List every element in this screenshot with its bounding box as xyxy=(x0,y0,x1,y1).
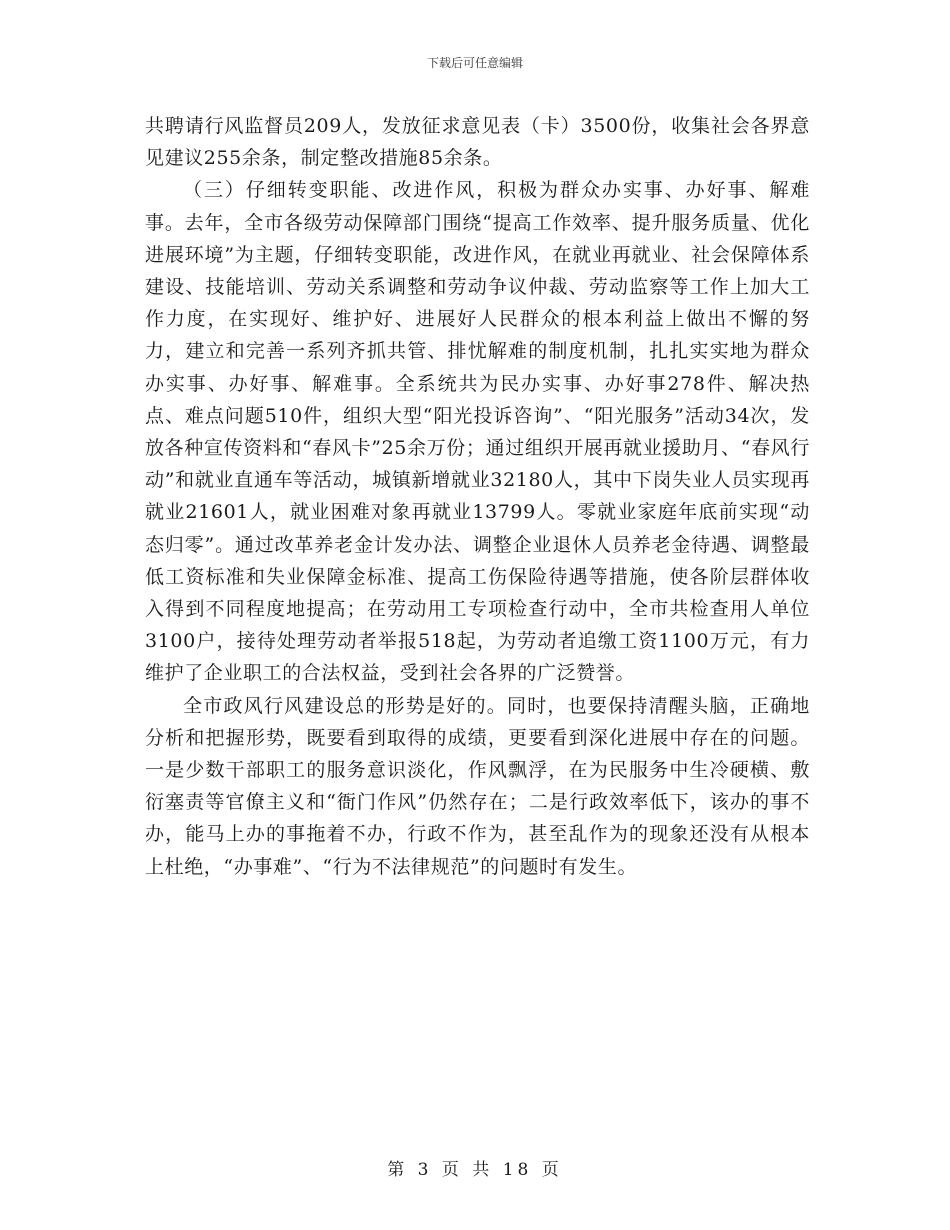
paragraph-3: 全市政风行风建设总的形势是好的。同时，也要保持清醒头脑，正确地分析和把握形势，既要看到取得的成绩，更要看到深化进展中存在的问题。一是少数干部职工的服务意识淡化，作风飘浮，在为民服务中生冷硬横、敷衍塞责等官僚主义和“衙门作风”仍然存在；二是行政效率低下，该办的事不办，能马上办的事拖着不办，行政不作为，甚至乱作为的现象还没有从根本上杜绝，“办事难”、“行为不法律规范”的问题时有发生。 xyxy=(145,694,810,878)
paragraph-1: 共聘请行风监督员209人，发放征求意见表（卡）3500份，收集社会各界意见建议255余条，制定整改措施85余条。 xyxy=(145,115,810,170)
paragraph-2: （三）仔细转变职能、改进作风，积极为群众办实事、办好事、解难事。去年，全市各级劳动保障部门围绕“提高工作效率、提升服务质量、优化进展环境”为主题，仔细转变职能，改进作风，在就业再就业、社会保障体系建设、技能培训、劳动关系调整和劳动争议仲裁、劳动监察等工作上加大工作力度，在实现好、维护好、进展好人民群众的根本利益上做出不懈的努力，建立和完善一系列齐抓共管、排忧解难的制度机制，扎扎实实地为群众办实事、办好事、解难事。全系统共为民办实事、办好事278件、解决热点、难点问题510件，组织大型“阳光投诉咨询”、“阳光服务”活动34次，发放各种宣传资料和“春风卡”25余万份；通过组织开展再就业援助月、“春风行动”和就业直通车等活动，城镇新增就业32180人，其中下岗失业人员实现再就业21601人，就业困难对象再就业13799人。零就业家庭年底前实现“动态归零”。通过改革养老金计发办法、调整企业退休人员养老金待遇、调整最低工资标准和失业保障金标准、提高工伤保险待遇等措施，使各阶层群体收入得到不同程度地提高；在劳动用工专项检查行动中，全市共检查用人单位3100户，接待处理劳动者举报518起，为劳动者追缴工资1100万元，有力维护了企业职工的合法权益，受到社会各界的广泛赞誉。 xyxy=(145,179,810,685)
page-footer: 第 3 页 共 18 页 xyxy=(387,1160,563,1180)
page-header: 下载后可任意编辑 xyxy=(426,56,523,70)
document-body xyxy=(145,110,810,883)
